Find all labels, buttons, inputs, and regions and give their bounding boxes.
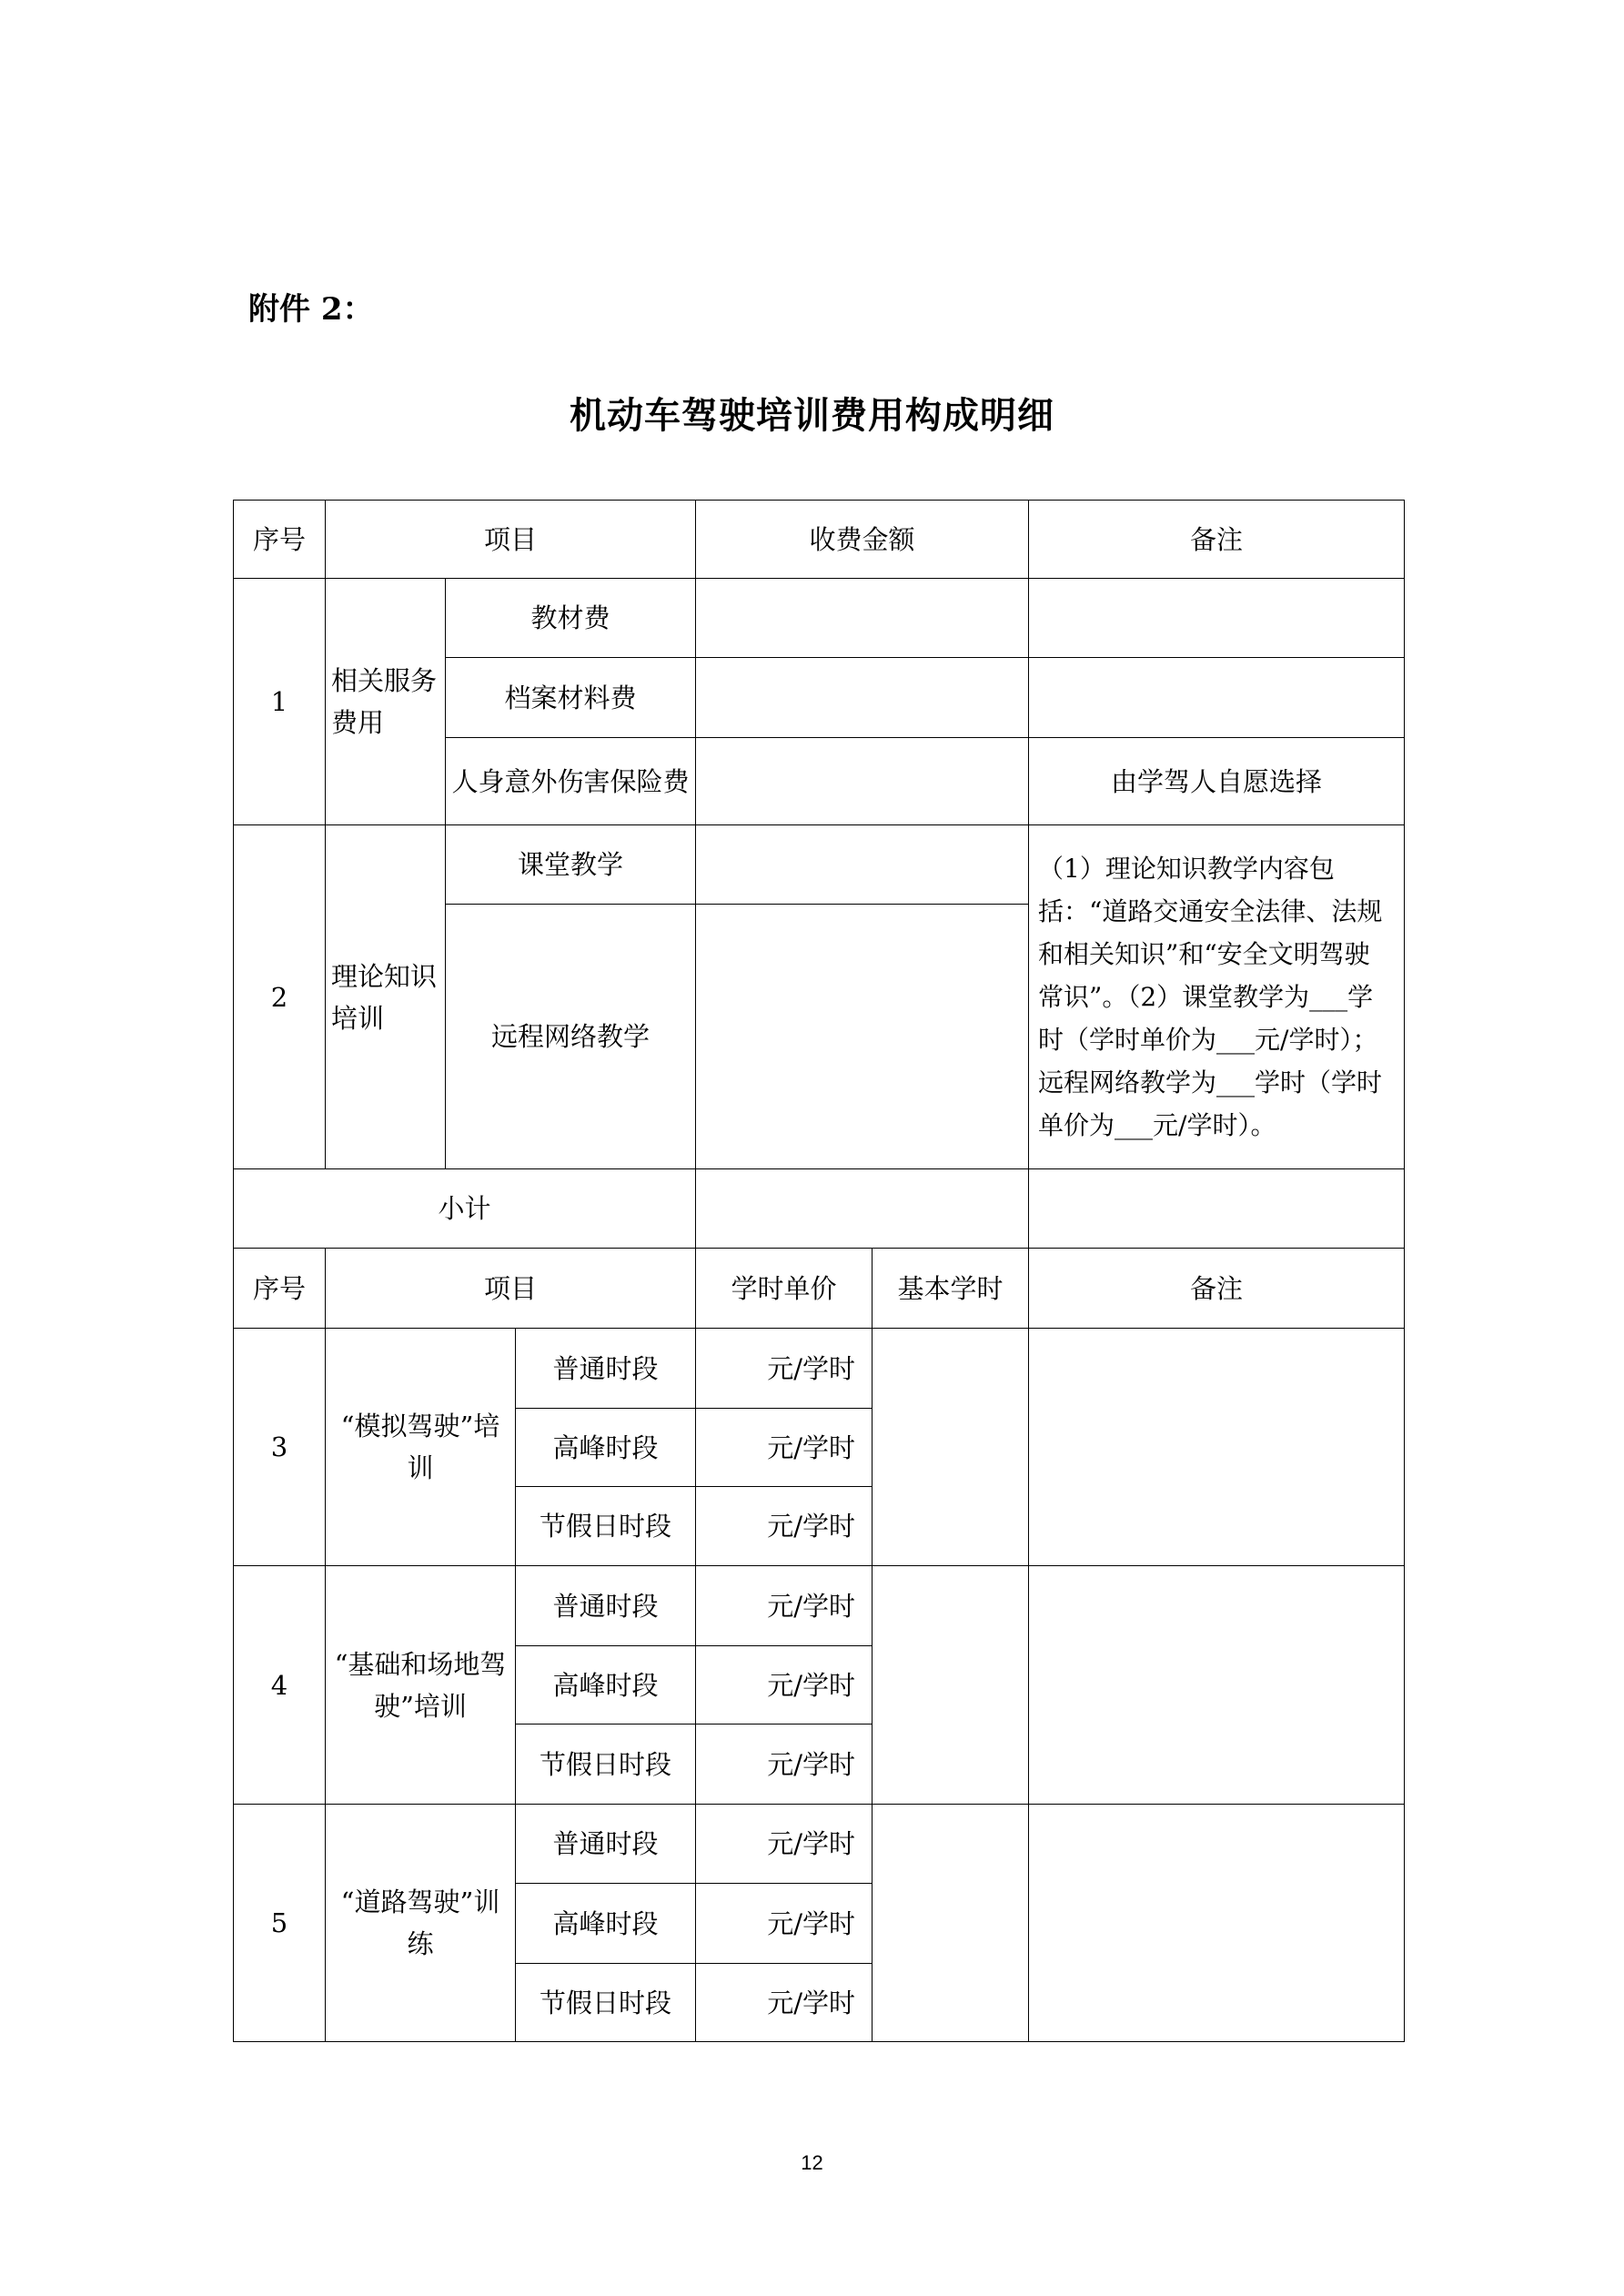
header-item: 项目: [326, 501, 696, 579]
item: 档案材料费: [446, 658, 696, 738]
attachment-label: 附件 2：: [248, 291, 374, 328]
header-no: 序号: [234, 501, 326, 579]
amount-cell: [696, 579, 1029, 658]
unit-price-cell: 元/学时: [696, 1884, 873, 1964]
basic-hours-cell: [873, 1566, 1029, 1805]
amount-cell: [696, 658, 1029, 738]
remark-cell: [1029, 1329, 1405, 1566]
remark-cell: [1029, 1169, 1405, 1249]
row-no: 1: [234, 579, 326, 825]
row-no: 2: [234, 825, 326, 1169]
basic-hours-cell: [873, 1329, 1029, 1566]
amount-cell: [696, 825, 1029, 905]
header-unit-price: 学时单价: [696, 1249, 873, 1329]
amount-cell: [696, 905, 1029, 1169]
remark-cell: 由学驾人自愿选择: [1029, 738, 1405, 825]
period: 普通时段: [516, 1805, 696, 1884]
remark-cell: [1029, 1566, 1405, 1805]
category: “道路驾驶”训练: [326, 1805, 516, 2042]
unit-price-cell: 元/学时: [696, 1409, 873, 1487]
document-title: 机动车驾驶培训费用构成明细: [570, 394, 1054, 437]
remark-cell: [1029, 658, 1405, 738]
table-row: [234, 825, 1405, 905]
amount-cell: [696, 738, 1029, 825]
period: 高峰时段: [516, 1409, 696, 1487]
table2-header-row: [234, 1249, 1405, 1329]
basic-hours-cell: [873, 1805, 1029, 2042]
header-remark: 备注: [1029, 501, 1405, 579]
header-no: 序号: [234, 1249, 326, 1329]
period: 普通时段: [516, 1566, 696, 1646]
unit-price-cell: 元/学时: [696, 1725, 873, 1805]
item: 人身意外伤害保险费: [446, 738, 696, 825]
page-number: 12: [801, 2151, 823, 2174]
category: 理论知识培训: [326, 825, 446, 1169]
item: 教材费: [446, 579, 696, 658]
header-amount: 收费金额: [696, 501, 1029, 579]
period: 高峰时段: [516, 1646, 696, 1725]
period: 节假日时段: [516, 1964, 696, 2042]
unit-price-cell: 元/学时: [696, 1964, 873, 2042]
subtotal-label: 小计: [234, 1169, 696, 1249]
table-row: [234, 1566, 1405, 1646]
item: 远程网络教学: [446, 905, 696, 1169]
category: 相关服务费用: [326, 579, 446, 825]
unit-price-cell: 元/学时: [696, 1487, 873, 1566]
unit-price-cell: 元/学时: [696, 1805, 873, 1884]
row-no: 3: [234, 1329, 326, 1566]
table-row: [234, 1329, 1405, 1409]
remark-cell: [1029, 1805, 1405, 2042]
table1-header-row: [234, 501, 1405, 579]
subtotal-row: [234, 1169, 1405, 1249]
unit-price-cell: 元/学时: [696, 1646, 873, 1725]
period: 高峰时段: [516, 1884, 696, 1964]
category: “基础和场地驾驶”培训: [326, 1566, 516, 1805]
header-remark: 备注: [1029, 1249, 1405, 1329]
item: 课堂教学: [446, 825, 696, 905]
fee-table: [233, 500, 1405, 2042]
unit-price-cell: 元/学时: [696, 1566, 873, 1646]
category: “模拟驾驶”培训: [326, 1329, 516, 1566]
period: 普通时段: [516, 1329, 696, 1409]
row-no: 4: [234, 1566, 326, 1805]
remark-cell: [1029, 579, 1405, 658]
subtotal-amount: [696, 1169, 1029, 1249]
header-basic-hours: 基本学时: [873, 1249, 1029, 1329]
period: 节假日时段: [516, 1725, 696, 1805]
theory-remark: （1）理论知识教学内容包括：“道路交通安全法律、法规和相关知识”和“安全文明驾驶常识”。（2）课堂教学为___学时（学时单价为___元/学时）；远程网络教学为___学时（学时单价为___元/学时）。: [1029, 825, 1405, 1169]
period: 节假日时段: [516, 1487, 696, 1566]
row-no: 5: [234, 1805, 326, 2042]
table-row: [234, 579, 1405, 658]
table-row: [234, 1805, 1405, 1884]
header-item: 项目: [326, 1249, 696, 1329]
unit-price-cell: 元/学时: [696, 1329, 873, 1409]
